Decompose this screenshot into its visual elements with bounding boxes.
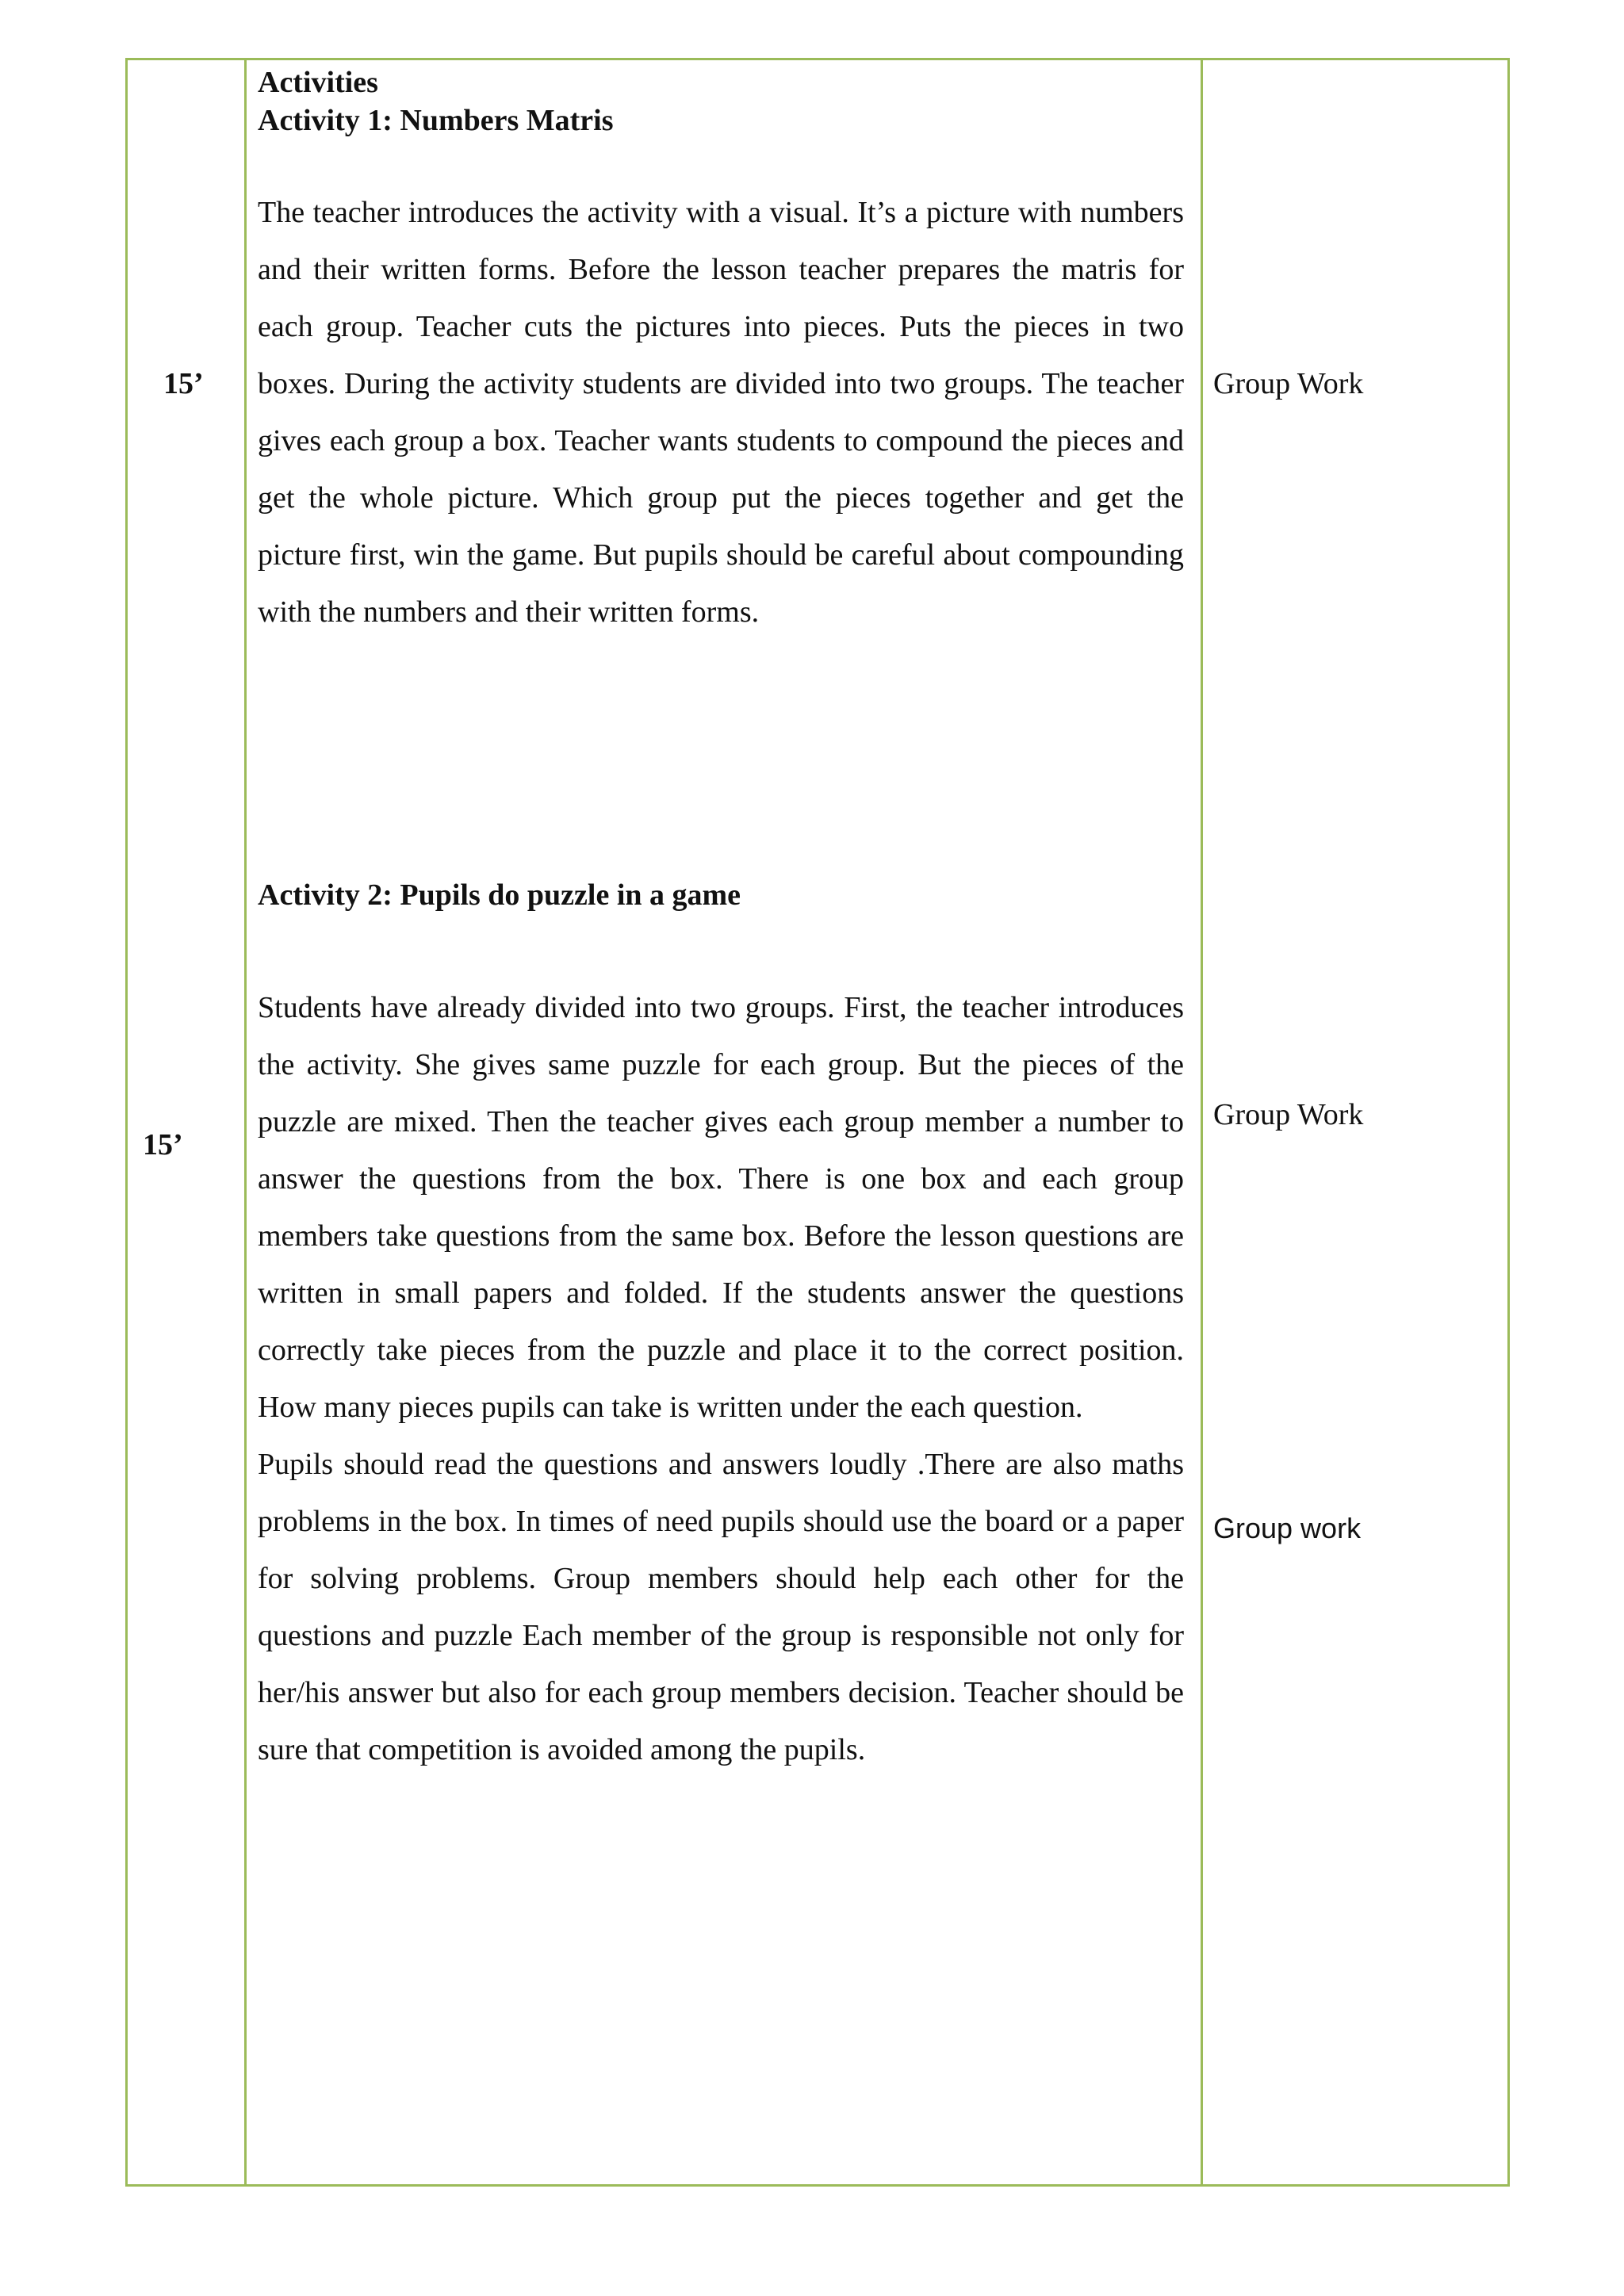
time-cell-activity-2: 15’ — [143, 1128, 183, 1161]
activity-2-section — [258, 876, 1184, 914]
column-divider-time — [244, 60, 247, 2184]
activity-1-paragraph: The teacher introduces the activity with a visual. It’s a picture with numbers and their written forms. Before the lesson teacher prepares the matris for each group. Teacher cuts the pictures into pieces. Puts the pieces in two boxes. During the activity students are divided into two groups. The teacher gives each group a box. Teacher wants students to compound the pieces and get the whole picture. Which group put the pieces together and get the picture first, win the game. But pupils should be careful about compounding with the numbers and their written forms. — [258, 196, 1184, 629]
method-cell-activity-2: Group Work — [1213, 1098, 1364, 1131]
activity-2-paragraph-1: Students have already divided into two groups. First, the teacher introduces the activity. She gives same puzzle for each group. But the pieces of the puzzle are mixed. Then the teacher gives each group member a number to answer the questions from the box. There is one box and each group members take questions from the same box. Before the lesson questions are written in small papers and folded. If the students answer the questions correctly take pieces from the puzzle and place it to the correct position. How many pieces pupils can take is written under the each question. — [258, 991, 1184, 1424]
activity-2-paragraph-2: Pupils should read the questions and answers loudly .There are also maths problems in the box. In times of need pupils should use the board or a paper for solving problems. Group members should help each other for the questions and puzzle Each member of the group is responsible not only for her/his answer but also for each group members decision. Teacher should be sure that competition is avoided among the pupils. — [258, 1448, 1184, 1766]
method-cell-activity-2-continued: Group work — [1213, 1512, 1362, 1544]
activity-2-title: Activity 2: Pupils do puzzle in a game — [258, 878, 741, 912]
activity-1-section — [258, 63, 1184, 140]
activity-1-title: Activity 1: Numbers Matris — [258, 104, 614, 137]
activities-heading: Activities — [258, 66, 378, 99]
column-divider-method — [1201, 60, 1203, 2184]
activity-1-body — [258, 184, 1184, 641]
activity-2-body — [258, 979, 1184, 1778]
method-cell-activity-1: Group Work — [1213, 367, 1364, 400]
time-cell-activity-1: 15’ — [163, 367, 204, 400]
